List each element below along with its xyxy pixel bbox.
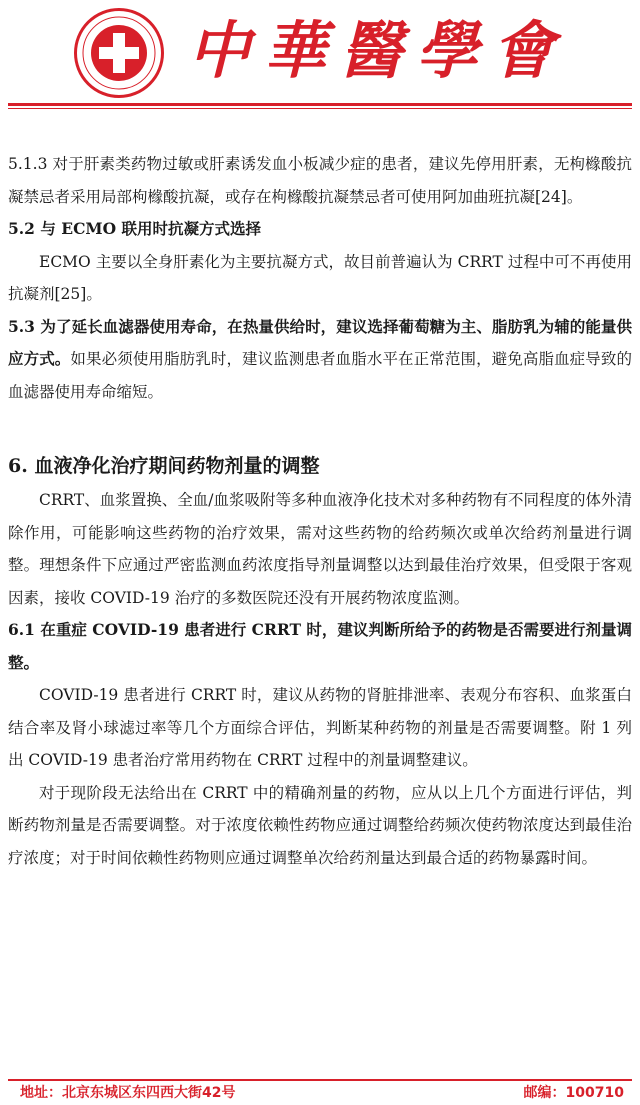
document-body [8, 148, 632, 874]
footer-postcode: 邮编：100710 [523, 1085, 624, 1101]
heading-5-2: 5.2 与 ECMO 联用时抗凝方式选择 [8, 219, 261, 238]
paragraph-5-1-3: 5.1.3 对于肝素类药物过敏或肝素诱发血小板减少症的患者，建议先停用肝素，无枸橼酸抗凝禁忌者采用局部枸橼酸抗凝，或存在枸橼酸抗凝禁忌者可使用阿加曲班抗凝[24]。 [8, 155, 632, 206]
footer-divider [8, 1079, 632, 1081]
header-divider [8, 103, 632, 106]
brand-title: 中華醫學會 [188, 14, 569, 87]
paragraph-5-3 [8, 311, 632, 409]
header-divider-thin [8, 108, 632, 109]
paragraph-6-1: COVID-19 患者进行 CRRT 时，建议从药物的肾脏排泄率、表观分布容积、血浆蛋白结合率及肾小球滤过率等几个方面综合评估，判断某种药物的剂量是否需要调整。附 1 列出 COVID-19 患者治疗常用药物在 CRRT 过程中的剂量调整建议。 [8, 686, 632, 769]
letterhead [0, 0, 640, 112]
paragraph-5-3-text: 如果必须使用脂肪乳时，建议监测患者血脂水平在正常范围，避免高脂血症导致的血滤器使用寿命缩短。 [8, 350, 632, 401]
association-logo [74, 8, 164, 98]
paragraph-ecmo: ECMO 主要以全身肝素化为主要抗凝方式，故目前普遍认为 CRRT 过程中可不再使用抗凝剂[25]。 [8, 252, 632, 303]
section-heading-6: 6. 血液净化治疗期间药物剂量的调整 [8, 455, 320, 477]
heading-6-1: 6.1 在重症 COVID-19 患者进行 CRRT 时，建议判断所给予的药物是否需要进行剂量调整。 [8, 620, 632, 672]
footer [20, 1083, 624, 1103]
paragraph-dosage: 对于现阶段无法给出在 CRRT 中的精确剂量的药物，应从以上几个方面进行评估，判断药物剂量是否需要调整。对于浓度依赖性药物应通过调整给药频次使药物浓度达到最佳治疗浓度；对于时间依赖性药物则应通过调整单次给药剂量达到最合适的药物暴露时间。 [8, 783, 632, 867]
footer-address: 地址：北京东城区东四西大街42号 [20, 1085, 236, 1101]
logo-seal-icon [77, 11, 161, 95]
heading-5-3: 5.3 为了延长血滤器使用寿命，在热量供给时，建议选择葡萄糖为主、脂肪乳为辅的能量供应方式。 [8, 316, 632, 368]
paragraph-section-6: CRRT、血浆置换、全血/血浆吸附等多种血液净化技术对多种药物有不同程度的体外清除作用，可能影响这些药物的治疗效果，需对这些药物的给药频次或单次给药剂量进行调整。理想条件下应通过严密监测血药浓度指导剂量调整以达到最佳治疗效果，但受限于客观因素，接收 COVID-19 治疗的多数医院还没有开展药物浓度监测。 [8, 491, 632, 607]
